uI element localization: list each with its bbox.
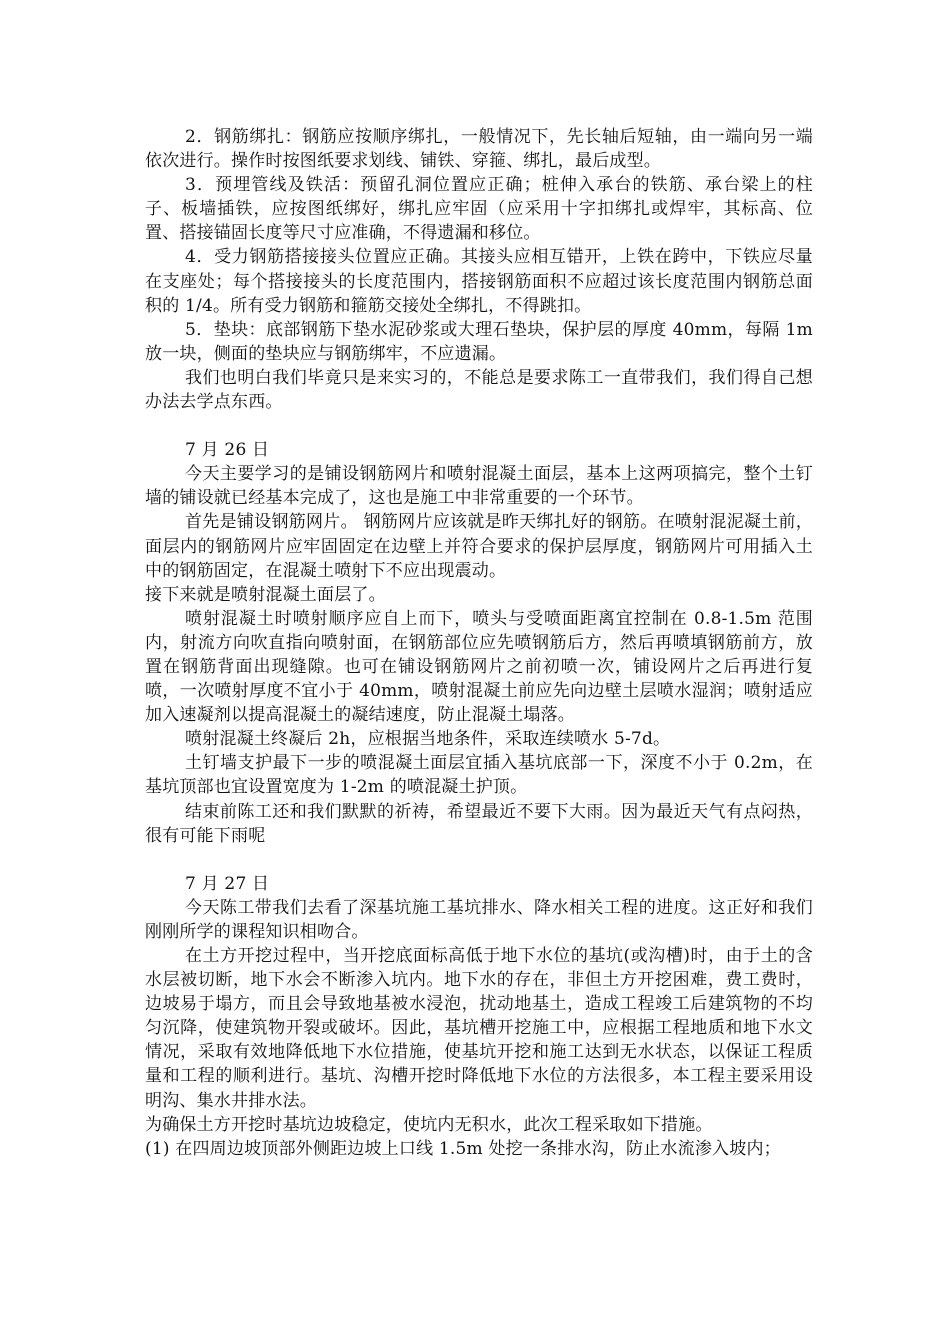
date-heading-jul-26: 7 月 26 日 <box>185 440 270 461</box>
paragraph-today-summary: 今天主要学习的是铺设钢筋网片和喷射混凝土面层，基本上这两项搞完，整个土钉墙的铺设就已经基本完成了，这也是施工中非常重要的一个环节。 <box>145 464 813 509</box>
paragraph-site-visit: 今天陈工带我们去看了深基坑施工基坑排水、降水相关工程的进度。这正好和我们刚刚所学的课程知识相吻合。 <box>145 897 813 942</box>
date-heading-jul-27: 7 月 27 日 <box>185 873 270 894</box>
spacer <box>145 848 813 872</box>
spacer <box>145 414 813 438</box>
paragraph-shotcrete-order: 喷射混凝土时喷射顺序应自上而下，喷头与受喷面距离宜控制在 0.8-1.5m 范围内，射流方向吹直指向喷射面，在钢筋部位应先喷钢筋后方，然后再喷填钢筋前方，放置在钢筋背面出现缝隙。也可在铺设钢筋网片之前初喷一次，铺设网片之后再进行复喷，一次喷射厚度不宜小于 40mm，喷射混凝土前应先向边壁土层喷水湿润；喷射适应加入速凝剂以提高混凝土的凝结速度，防止混凝土塌落。 <box>145 608 813 726</box>
document-body <box>145 125 813 1161</box>
paragraph-rebar-binding: 2．钢筋绑扎：钢筋应按顺序绑扎，一般情况下，先长轴后短轴，由一端向另一端依次进行。操作时按图纸要求划线、铺铁、穿箍、绑扎，最后成型。 <box>145 127 813 172</box>
paragraph-spacer-blocks: 5．垫块：底部钢筋下垫水泥砂浆或大理石垫块，保护层的厚度 40mm，每隔 1m 放一块，侧面的垫块应与钢筋绑牢，不应遗漏。 <box>145 319 813 364</box>
paragraph-embedded-pipes: 3．预埋管线及铁活：预留孔洞位置应正确；桩伸入承台的铁筋、承台梁上的柱子、板墙插铁，应按图纸绑好，绑扎应牢固（应采用十字扣绑扎或焊牢，其标高、位置、搭接锚固长度等尺寸应准确，不得遗漏和移位。 <box>145 175 813 244</box>
paragraph-mesh-laying: 首先是铺设钢筋网片。 钢筋网片应该就是昨天绑扎好的钢筋。在喷射混泥凝土前，面层内的钢筋网片应牢固固定在边壁上并符合要求的保护层厚度，钢筋网片可用插入土中的钢筋固定，在混凝土喷射下不应出现震动。 <box>145 512 813 581</box>
paragraph-reflection: 我们也明白我们毕竟只是来实习的，不能总是要求陈工一直带我们，我们得自己想办法去学点东西。 <box>145 367 813 413</box>
paragraph-measure-1: (1) 在四周边坡顶部外侧距边坡上口线 1.5m 处挖一条排水沟，防止水流渗入坡内； <box>145 1138 781 1159</box>
paragraph-curing: 喷射混凝土终凝后 2h，应根据当地条件，采取连续喷水 5-7d。 <box>185 729 671 750</box>
paragraph-next-shotcrete: 接下来就是喷射混凝土面层了。 <box>145 584 386 605</box>
paragraph-soil-nail-wall: 土钉墙支护最下一步的喷混凝土面层宜插入基坑底部一下，深度不小于 0.2m，在基坑顶部也宜设置宽度为 1-2m 的喷混凝土护顶。 <box>145 753 813 798</box>
paragraph-lap-joints: 4．受力钢筋搭接接头位置应正确。其接头应相互错开，上铁在跨中，下铁应尽量在支座处；每个搭接接头的长度范围内，搭接钢筋面积不应超过该长度范围内钢筋总面积的 1/4。所有受力钢筋和箍筋交接处全绑扎，不得跳扣。 <box>145 247 813 316</box>
paragraph-measures-intro: 为确保土方开挖时基坑边坡稳定，使坑内无积水，此次工程采取如下措施。 <box>145 1114 713 1135</box>
paragraph-dewatering: 在土方开挖过程中，当开挖底面标高低于地下水位的基坑(或沟槽)时，由于土的含水层被切断，地下水会不断渗入坑内。地下水的存在，非但土方开挖困难，费工费时，边坡易于塌方，而且会导致地基被水浸泡，扰动地基土，造成工程竣工后建筑物的不均匀沉降，使建筑物开裂或破坏。因此，基坑槽开挖施工中，应根据工程地质和地下水文情况，采取有效地降低地下水位措施，使基坑开挖和施工达到无水状态，以保证工程质量和工程的顺利进行。基坑、沟槽开挖时降低地下水位的方法很多，本工程主要采用设明沟、集水井排水法。 <box>145 946 813 1111</box>
paragraph-weather-wish: 结束前陈工还和我们默默的祈祷，希望最近不要下大雨。因为最近天气有点闷热，很有可能下雨呢 <box>145 801 813 846</box>
